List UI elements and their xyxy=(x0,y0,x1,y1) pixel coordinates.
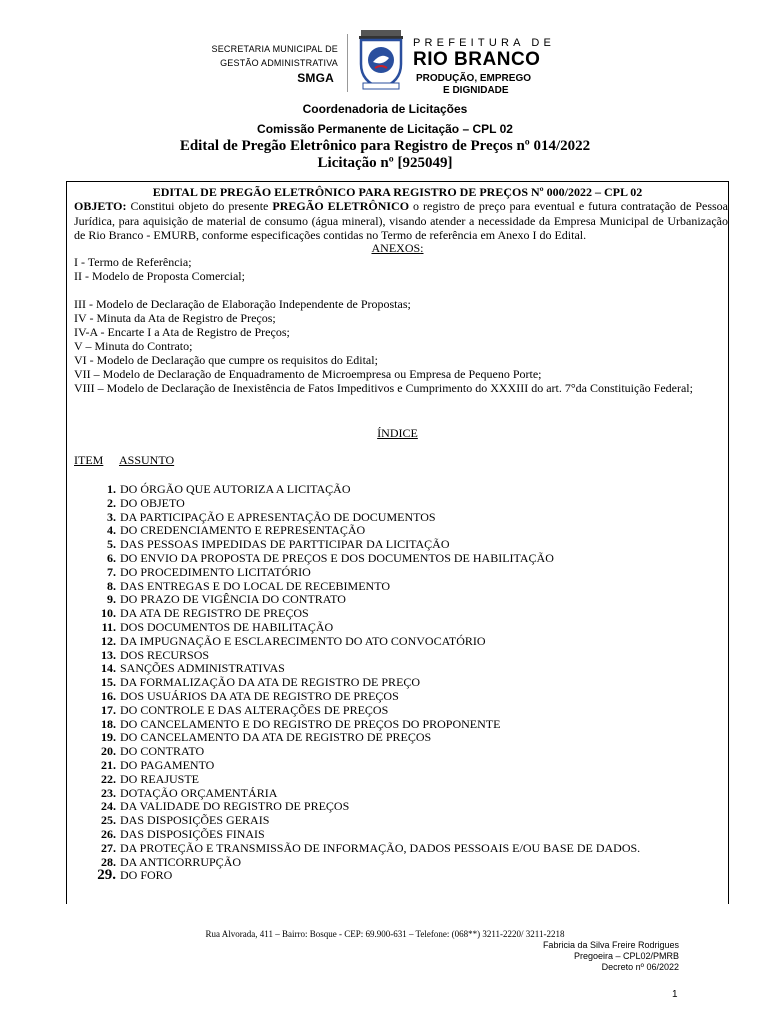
toc-item-text: DAS DISPOSIÇÕES GERAIS xyxy=(120,813,270,828)
anexo-item: III - Modelo de Declaração de Elaboração Independente de Propostas; xyxy=(74,297,411,311)
toc-item-number: 11. xyxy=(101,620,116,634)
toc-item-text: DO ENVIO DA PROPOSTA DE PREÇOS E DOS DOCUMENTOS DE HABILITAÇÃO xyxy=(120,551,554,565)
signature-decree: Decreto nº 06/2022 xyxy=(601,962,679,972)
toc-item-number: 26. xyxy=(101,827,116,841)
toc-item-number: 24. xyxy=(101,799,116,814)
toc-item-text: DOTAÇÃO ORÇAMENTÁRIA xyxy=(120,785,278,800)
toc-item-text: DA PARTICIPAÇÃO E APRESENTAÇÃO DE DOCUMENTOS xyxy=(120,509,436,524)
toc-item-number: 21. xyxy=(101,758,116,772)
header-divider xyxy=(347,34,348,92)
toc-item-number: 3. xyxy=(107,509,116,524)
prefeitura-label: PREFEITURA DE xyxy=(413,37,556,49)
slogan-line2: E DIGNIDADE xyxy=(443,85,509,96)
toc-item-number: 13. xyxy=(101,647,116,662)
toc-item-text: DA VALIDADE DO REGISTRO DE PREÇOS xyxy=(120,799,350,814)
toc-item-text: DO PRAZO DE VIGÊNCIA DO CONTRATO xyxy=(120,592,346,607)
toc-item-number: 9. xyxy=(107,592,116,607)
toc-item-text: DOS DOCUMENTOS DE HABILITAÇÃO xyxy=(120,620,334,634)
toc-item-text: DO REAJUSTE xyxy=(120,771,200,786)
assunto-column-header: ASSUNTO xyxy=(119,453,175,467)
toc-item-text: DO CONTROLE E DAS ALTERAÇÕES DE PREÇOS xyxy=(120,702,389,717)
city-emblem-icon xyxy=(355,28,407,92)
anexo-item: I - Termo de Referência; xyxy=(74,255,192,269)
toc-item-text: DO ÓRGÃO QUE AUTORIZA A LICITAÇÃO xyxy=(120,482,351,496)
item-column-header: ITEM xyxy=(74,453,104,467)
prefeitura-block xyxy=(413,37,555,97)
toc-item-number: 17. xyxy=(101,702,116,717)
comissao-title: Comissão Permanente de Licitação – CPL 02 xyxy=(257,122,513,136)
secretaria-line2: GESTÃO ADMINISTRATIVA xyxy=(220,58,338,68)
toc-item-text: DA ATA DE REGISTRO DE PREÇOS xyxy=(120,606,309,621)
toc-item-text: DAS DISPOSIÇÕES FINAIS xyxy=(120,827,265,841)
anexo-item: VIII – Modelo de Declaração de Inexistência de Fatos Impeditivos e Cumprimento do XXXIII do art. 7°da Constituição Federal; xyxy=(74,381,693,395)
anexo-item: VI - Modelo de Declaração que cumpre os requisitos do Edital; xyxy=(74,353,378,367)
coordenadoria-title: Coordenadoria de Licitações xyxy=(302,102,468,116)
toc-item-number: 19. xyxy=(101,730,116,745)
objeto-paragraph xyxy=(74,199,728,243)
toc-item-number: 18. xyxy=(101,716,116,731)
toc-item-text: DO PAGAMENTO xyxy=(120,758,215,772)
toc-item-text: DAS PESSOAS IMPEDIDAS DE PARTTICIPAR DA LICITAÇÃO xyxy=(120,537,450,552)
toc-item-text: DA PROTEÇÃO E TRANSMISSÃO DE INFORMAÇÃO, DADOS PESSOAIS E/OU BASE DE DADOS. xyxy=(120,840,641,855)
toc-item-number: 22. xyxy=(101,771,116,786)
objeto-text-2: o registro de preço para eventual e futura contratação de Pessoa Jurídica, para aquisição de material de consumo (água mineral), visando atender a necessidade da Empresa Municipal de Urbanização de Rio Branco - EMURB, conforme especificações contidas no Termo de referência em Anexo I do Edital. xyxy=(74,199,729,243)
objeto-text-1: Constitui objeto do presente xyxy=(126,199,273,213)
toc-item-text: DO CREDENCIAMENTO E REPRESENTAÇÃO xyxy=(120,523,366,538)
anexo-item: IV-A - Encarte I a Ata de Registro de Preços; xyxy=(74,325,290,339)
toc-item-text: DO CANCELAMENTO DA ATA DE REGISTRO DE PREÇOS xyxy=(120,730,432,745)
toc-item-text: DAS ENTREGAS E DO LOCAL DE RECEBIMENTO xyxy=(120,578,390,593)
objeto-bold: PREGÃO ELETRÔNICO xyxy=(272,199,410,213)
signature-block xyxy=(543,940,679,973)
slogan-line1: PRODUÇÃO, EMPREGO xyxy=(416,73,532,84)
toc-item-number: 15. xyxy=(101,675,116,690)
edital-box xyxy=(66,181,729,904)
objeto-label: OBJETO: xyxy=(74,199,127,213)
toc-item-text: DO PROCEDIMENTO LICITATÓRIO xyxy=(120,564,311,579)
toc-item-text: SANÇÕES ADMINISTRATIVAS xyxy=(120,661,285,676)
toc-item-number: 12. xyxy=(101,633,116,648)
anexos-colon: : xyxy=(420,241,424,255)
toc-item-text: DO FORO xyxy=(120,868,173,883)
anexo-item: II - Modelo de Proposta Comercial; xyxy=(74,269,245,283)
toc-item-number: 16. xyxy=(101,689,116,703)
toc-item-number: 6. xyxy=(107,551,116,565)
toc-item-text: DOS RECURSOS xyxy=(120,647,210,662)
secretaria-block xyxy=(212,42,338,86)
anexo-item: V – Minuta do Contrato; xyxy=(74,339,193,353)
toc-item-number: 23. xyxy=(101,785,116,800)
toc-item-number: 7. xyxy=(107,564,116,579)
toc-item-number: 5. xyxy=(107,537,116,552)
toc-item-text: DOS USUÁRIOS DA ATA DE REGISTRO DE PREÇOS xyxy=(120,689,399,703)
toc-item-number: 10. xyxy=(101,606,116,621)
toc-item-number: 14. xyxy=(101,661,116,676)
toc-item-number: 29. xyxy=(97,867,116,884)
indice-title: ÍNDICE xyxy=(377,426,418,440)
licitacao-title: Licitação nº [925049] xyxy=(317,155,453,171)
toc-item-number: 28. xyxy=(101,854,116,869)
toc-item-text: DO CONTRATO xyxy=(120,744,205,759)
toc-item-number: 8. xyxy=(107,578,116,593)
anexo-item: IV - Minuta da Ata de Registro de Preços; xyxy=(74,311,276,325)
edital-title: Edital de Pregão Eletrônico para Registro de Preços nº 014/2022 xyxy=(179,138,591,154)
secretaria-line1: SECRETARIA MUNICIPAL DE xyxy=(211,44,338,54)
toc-item-number: 27. xyxy=(101,840,116,855)
footer-address: Rua Alvorada, 411 – Bairro: Bosque - CEP: 69.900-631 – Telefone: (068**) 3211-2220/ 3211-2218 xyxy=(205,929,565,939)
toc-item-number: 25. xyxy=(101,813,116,828)
box-title: EDITAL DE PREGÃO ELETRÔNICO PARA REGISTRO DE PREÇOS Nº 000/2022 – CPL 02 xyxy=(152,185,643,199)
toc-item-text: DA ANTICORRUPÇÃO xyxy=(120,854,242,869)
toc-item-number: 20. xyxy=(101,744,116,759)
anexo-item: VII – Modelo de Declaração de Enquadramento de Microempresa ou Empresa de Pequeno Porte; xyxy=(74,367,542,381)
anexos-title-text: ANEXOS xyxy=(371,241,421,255)
anexos-title xyxy=(67,241,728,256)
toc-item-text: DA FORMALIZAÇÃO DA ATA DE REGISTRO DE PREÇO xyxy=(120,675,421,690)
toc-item-text: DA IMPUGNAÇÃO E ESCLARECIMENTO DO ATO CONVOCATÓRIO xyxy=(120,633,486,648)
smga-label: SMGA xyxy=(297,71,334,85)
signature-role: Pregoeira – CPL02/PMRB xyxy=(573,951,679,961)
toc-item-text: DO CANCELAMENTO E DO REGISTRO DE PREÇOS DO PROPONENTE xyxy=(120,716,501,731)
document-titles xyxy=(0,100,770,172)
toc-item-text: DO OBJETO xyxy=(120,495,185,510)
toc-item-number: 4. xyxy=(107,523,116,538)
page-number: 1 xyxy=(672,989,678,1000)
toc-item-number: 2. xyxy=(107,495,116,510)
signature-name: Fabricia da Silva Freire Rodrigues xyxy=(542,940,679,950)
toc-item-number: 1. xyxy=(107,482,116,496)
city-name: RIO BRANCO xyxy=(413,49,541,70)
